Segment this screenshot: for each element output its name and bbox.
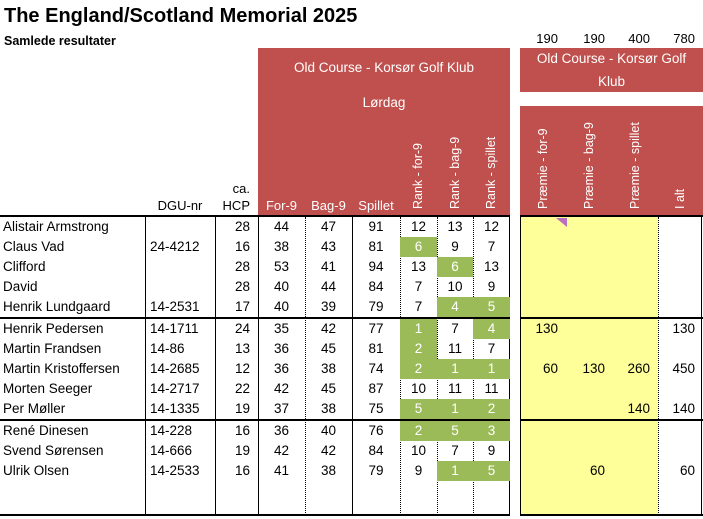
prize-spillet-cell[interactable]	[613, 217, 658, 237]
column-gap	[510, 297, 520, 317]
column-gap	[510, 399, 520, 419]
dgu-number-cell[interactable]: 14-2717	[150, 381, 200, 396]
table-row	[0, 359, 703, 379]
rank-for9-cell[interactable]: 6	[400, 237, 437, 257]
ialt-cell[interactable]: 450	[672, 361, 695, 376]
rank-bag9-cell[interactable]: 6	[437, 257, 473, 277]
rank-bag9-cell[interactable]: 1	[437, 399, 473, 419]
ialt-cell[interactable]	[658, 379, 703, 399]
rank-spillet-cell[interactable]: 5	[473, 461, 510, 481]
table-row	[0, 399, 703, 419]
prize-spillet-cell[interactable]	[613, 257, 658, 277]
hcp-cell[interactable]: 12	[234, 361, 250, 376]
prize-for9-cell[interactable]: 60	[542, 361, 558, 376]
rank-bag9-cell[interactable]: 5	[437, 421, 473, 441]
table-row	[0, 257, 703, 277]
dgu-number-cell[interactable]: 24-4212	[150, 239, 200, 254]
prize-for9-cell[interactable]	[520, 237, 566, 257]
spillet-score-cell[interactable]: 79	[368, 299, 384, 314]
table-border-line	[0, 215, 510, 217]
rank-for9-cell[interactable]: 5	[400, 399, 437, 419]
table-row	[0, 379, 703, 399]
rank-bag9-cell[interactable]: 4	[437, 297, 473, 317]
prize-pool-for9[interactable]: 190	[536, 31, 558, 46]
rank-bag9-cell[interactable]: 1	[437, 461, 473, 481]
rank-for9-cell[interactable]: 2	[400, 339, 437, 359]
spillet-score-cell[interactable]: 81	[368, 341, 384, 356]
rank-for9-cell[interactable]: 10	[410, 381, 427, 396]
rank-bag9-cell[interactable]: 11	[447, 381, 462, 396]
spillet-score-cell[interactable]: 77	[368, 321, 384, 336]
dgu-number-cell[interactable]: 14-228	[150, 423, 193, 438]
ialt-cell[interactable]	[658, 217, 703, 237]
col-header-hcp-ca[interactable]: ca.	[232, 181, 250, 196]
column-gap	[510, 461, 520, 481]
prize-for9-cell[interactable]	[520, 297, 566, 317]
spillet-score-cell[interactable]: 75	[368, 401, 384, 416]
col-header-hcp[interactable]: HCP	[222, 198, 250, 213]
player-name-cell[interactable]: Claus Vad	[3, 239, 65, 254]
prize-spillet-cell[interactable]	[613, 461, 658, 481]
prize-pool-bag9[interactable]: 190	[583, 31, 605, 46]
spillet-score-cell[interactable]: 87	[368, 381, 384, 396]
column-gap	[510, 277, 520, 297]
column-gap	[510, 217, 520, 237]
prize-for9-cell[interactable]	[520, 379, 566, 399]
player-name-cell[interactable]: Ulrik Olsen	[3, 463, 70, 478]
prize-for9-cell[interactable]	[520, 277, 566, 297]
rank-for9-cell[interactable]: 12	[410, 219, 427, 234]
rank-spillet-cell[interactable]: 1	[473, 359, 510, 379]
table-border-line	[520, 215, 703, 217]
column-gap	[510, 441, 520, 461]
table-row	[0, 441, 703, 461]
rank-bag9-cell[interactable]: 13	[447, 219, 463, 234]
col-header-rank-bag9[interactable]: Rank - bag-9	[448, 136, 462, 209]
prize-pool-total[interactable]: 780	[673, 31, 695, 46]
page-subtitle: Samlede resultater	[4, 34, 116, 48]
hcp-cell[interactable]: 17	[234, 299, 250, 314]
col-header-prize-for9[interactable]: Præmie - for-9	[536, 128, 550, 209]
rank-spillet-cell[interactable]: 2	[473, 399, 510, 419]
player-name-cell[interactable]: Clifford	[3, 259, 46, 274]
col-header-rank-for9[interactable]: Rank - for-9	[411, 143, 425, 209]
player-name-cell[interactable]: Svend Sørensen	[3, 443, 104, 458]
table-row	[0, 421, 703, 441]
hcp-cell[interactable]: 16	[234, 423, 250, 438]
ialt-cell[interactable]	[658, 441, 703, 461]
player-name-cell[interactable]: René Dinesen	[3, 423, 89, 438]
hcp-cell[interactable]: 13	[234, 341, 250, 356]
prize-for9-cell[interactable]	[520, 441, 566, 461]
comment-indicator-icon	[556, 218, 567, 227]
bag9-score-cell[interactable]: 42	[320, 321, 337, 336]
rank-spillet-cell[interactable]: 13	[483, 259, 500, 274]
bag9-score-cell[interactable]: 40	[320, 423, 337, 438]
bag9-score-cell[interactable]: 38	[320, 401, 337, 416]
prize-spillet-cell[interactable]	[613, 297, 658, 317]
rank-for9-cell[interactable]: 9	[414, 463, 423, 478]
bag9-score-cell[interactable]: 41	[320, 259, 337, 274]
table-row	[0, 217, 703, 237]
dgu-number-cell[interactable]: 14-2531	[150, 299, 200, 314]
column-gap	[510, 257, 520, 277]
table-row	[0, 339, 703, 359]
col-header-ialt[interactable]: I alt	[673, 188, 687, 209]
venue-day: Lørdag	[362, 95, 406, 110]
rank-for9-cell[interactable]: 2	[400, 359, 437, 379]
bag9-score-cell[interactable]: 45	[320, 381, 337, 396]
col-header-spillet[interactable]: Spillet	[358, 198, 394, 213]
dgu-number-cell[interactable]: 14-1711	[150, 321, 199, 336]
spillet-score-cell[interactable]: 74	[368, 361, 384, 376]
ialt-cell[interactable]	[658, 237, 703, 257]
column-gap	[510, 421, 520, 441]
prize-for9-cell[interactable]	[520, 257, 566, 277]
ialt-cell[interactable]	[658, 257, 703, 277]
prize-bag9-cell[interactable]	[566, 277, 613, 297]
rank-for9-cell[interactable]: 2	[400, 421, 437, 441]
player-name-cell[interactable]: Martin Frandsen	[3, 341, 102, 356]
dgu-number-cell[interactable]: 14-2685	[150, 361, 200, 376]
dgu-number-cell[interactable]: 14-86	[150, 341, 185, 356]
dgu-number-cell[interactable]	[145, 277, 215, 297]
table-row	[0, 461, 703, 481]
column-gap	[510, 339, 520, 359]
bag9-score-cell[interactable]: 38	[320, 361, 337, 376]
player-name-cell[interactable]: Henrik Lundgaard	[3, 299, 111, 314]
col-header-bag9[interactable]: Bag-9	[311, 198, 346, 213]
player-name-cell[interactable]: Morten Seeger	[3, 381, 93, 396]
bag9-score-cell[interactable]: 45	[320, 341, 337, 356]
dgu-number-cell[interactable]: 14-666	[150, 443, 193, 458]
table-row	[0, 237, 703, 257]
prize-bag9-cell[interactable]	[566, 237, 613, 257]
venue-name-right-line2: Klub	[597, 74, 626, 89]
spillet-score-cell[interactable]: 91	[368, 219, 384, 234]
player-name-cell[interactable]: David	[3, 279, 38, 294]
prize-bag9-cell[interactable]	[566, 441, 613, 461]
column-gap	[510, 359, 520, 379]
table-row	[0, 277, 703, 297]
for9-score-cell[interactable]: 42	[273, 381, 290, 396]
table-border-line	[0, 317, 510, 319]
rank-for9-cell[interactable]: 1	[400, 319, 437, 339]
rank-bag9-cell[interactable]: 10	[447, 279, 463, 294]
prize-for9-cell[interactable]	[520, 339, 566, 359]
prize-bag9-cell[interactable]	[566, 319, 613, 339]
prize-pool-row	[520, 31, 703, 47]
hcp-cell[interactable]: 19	[234, 401, 250, 416]
rank-spillet-cell[interactable]: 7	[487, 341, 496, 356]
rank-spillet-cell[interactable]: 11	[484, 381, 499, 396]
for9-score-cell[interactable]: 40	[273, 299, 290, 314]
dgu-number-cell[interactable]	[145, 257, 215, 277]
prize-bag9-cell[interactable]	[566, 379, 613, 399]
rank-spillet-cell[interactable]: 9	[487, 279, 496, 294]
prize-bag9-cell[interactable]	[566, 217, 613, 237]
hcp-cell[interactable]: 19	[234, 443, 250, 458]
rank-bag9-cell[interactable]: 9	[451, 239, 459, 254]
prize-spillet-cell[interactable]	[613, 319, 658, 339]
rank-for9-cell[interactable]: 7	[414, 299, 423, 314]
bag9-score-cell[interactable]: 38	[320, 463, 337, 478]
for9-score-cell[interactable]: 36	[273, 423, 290, 438]
spillet-score-cell[interactable]: 81	[368, 239, 384, 254]
bag9-score-cell[interactable]: 39	[320, 299, 337, 314]
prize-bag9-cell[interactable]	[566, 339, 613, 359]
ialt-cell[interactable]: 60	[679, 463, 695, 478]
rank-for9-cell[interactable]: 13	[410, 259, 427, 274]
dgu-number-cell[interactable]: 14-1335	[150, 401, 200, 416]
prize-bag9-cell[interactable]	[566, 297, 613, 317]
hcp-cell[interactable]: 16	[234, 239, 250, 254]
venue-name: Old Course - Korsør Golf Klub	[293, 60, 475, 75]
table-border-line	[520, 514, 703, 516]
player-name-cell[interactable]: Martin Kristoffersen	[3, 361, 120, 376]
table-border-line	[0, 514, 510, 516]
venue-name-right-line1: Old Course - Korsør Golf	[536, 51, 687, 66]
spillet-score-cell[interactable]: 84	[368, 279, 384, 294]
bag9-score-cell[interactable]: 43	[320, 239, 337, 254]
col-header-dgu[interactable]: DGU-nr	[157, 198, 203, 213]
rank-spillet-cell[interactable]: 7	[487, 239, 496, 254]
hcp-cell[interactable]: 22	[234, 381, 250, 396]
rank-spillet-cell[interactable]: 5	[473, 297, 510, 317]
prize-for9-cell[interactable]	[520, 461, 566, 481]
rank-bag9-cell[interactable]: 7	[451, 443, 459, 458]
table-border-line	[520, 317, 703, 319]
hcp-cell[interactable]: 28	[234, 279, 250, 294]
dgu-number-cell[interactable]	[145, 217, 215, 237]
table-row	[0, 297, 703, 317]
spillet-score-cell[interactable]: 79	[368, 463, 384, 478]
prize-spillet-cell[interactable]: 140	[627, 401, 650, 416]
col-header-prize-bag9[interactable]: Præmie - bag-9	[582, 122, 596, 209]
prize-spillet-cell[interactable]	[613, 237, 658, 257]
hcp-cell[interactable]: 28	[234, 219, 250, 234]
dgu-number-cell[interactable]: 14-2533	[150, 463, 200, 478]
for9-score-cell[interactable]: 42	[273, 443, 290, 458]
rank-bag9-cell[interactable]: 11	[447, 341, 462, 356]
prize-bag9-cell[interactable]	[566, 399, 613, 419]
ialt-cell[interactable]: 140	[672, 401, 695, 416]
col-header-rank-spillet[interactable]: Rank - spillet	[484, 136, 498, 209]
hcp-cell[interactable]: 28	[234, 259, 250, 274]
column-gap	[510, 237, 520, 257]
ialt-cell[interactable]	[658, 297, 703, 317]
player-name-cell[interactable]: Per Møller	[3, 401, 66, 416]
prize-spillet-cell[interactable]	[613, 421, 658, 441]
prize-for9-cell[interactable]	[520, 421, 566, 441]
prize-spillet-cell[interactable]	[613, 339, 658, 359]
ialt-cell[interactable]	[658, 339, 703, 359]
col-header-for9[interactable]: For-9	[265, 198, 298, 213]
hcp-cell[interactable]: 16	[234, 463, 250, 478]
hcp-cell[interactable]: 24	[234, 321, 250, 336]
player-name-cell[interactable]: Alistair Armstrong	[3, 219, 109, 234]
col-header-prize-spillet[interactable]: Præmie - spillet	[628, 122, 642, 209]
prize-spillet-cell[interactable]	[613, 379, 658, 399]
page-title: The England/Scotland Memorial 2025	[4, 5, 358, 27]
prize-spillet-cell[interactable]: 260	[627, 361, 650, 376]
column-gap	[510, 319, 520, 339]
rank-bag9-cell[interactable]: 7	[451, 321, 459, 336]
prize-bag9-cell[interactable]	[566, 257, 613, 277]
rank-spillet-cell[interactable]: 12	[483, 219, 500, 234]
rank-for9-cell[interactable]: 7	[414, 279, 423, 294]
prize-bag9-cell[interactable]: 60	[589, 463, 605, 478]
rank-bag9-cell[interactable]: 1	[437, 359, 473, 379]
player-name-cell[interactable]: Henrik Pedersen	[3, 321, 104, 336]
rank-spillet-cell[interactable]: 4	[473, 319, 510, 339]
prize-pool-spillet[interactable]: 400	[628, 31, 650, 46]
for9-score-cell[interactable]: 40	[273, 279, 290, 294]
prize-for9-cell[interactable]	[520, 399, 566, 419]
rank-spillet-cell[interactable]: 3	[473, 421, 510, 441]
spillet-score-cell[interactable]: 94	[368, 259, 384, 274]
for9-score-cell[interactable]: 37	[273, 401, 290, 416]
bag9-score-cell[interactable]: 42	[320, 443, 337, 458]
table-border-line	[0, 419, 510, 421]
rank-for9-cell[interactable]: 10	[410, 443, 427, 458]
ialt-cell[interactable]: 130	[672, 321, 695, 336]
for9-score-cell[interactable]: 35	[273, 321, 290, 336]
prize-spillet-cell[interactable]	[613, 441, 658, 461]
for9-score-cell[interactable]: 44	[273, 219, 290, 234]
prize-bag9-cell[interactable]	[566, 421, 613, 441]
table-row	[0, 319, 703, 339]
rank-spillet-cell[interactable]: 9	[487, 443, 496, 458]
spillet-score-cell[interactable]: 84	[368, 443, 384, 458]
for9-score-cell[interactable]: 36	[273, 361, 290, 376]
prize-bag9-cell[interactable]: 130	[582, 361, 605, 376]
for9-score-cell[interactable]: 38	[273, 239, 290, 254]
prize-spillet-cell[interactable]	[613, 277, 658, 297]
table-border-line	[520, 419, 703, 421]
ialt-cell[interactable]	[658, 277, 703, 297]
bag9-score-cell[interactable]: 44	[320, 279, 337, 294]
for9-score-cell[interactable]: 41	[273, 463, 290, 478]
for9-score-cell[interactable]: 36	[273, 341, 290, 356]
bag9-score-cell[interactable]: 47	[320, 219, 337, 234]
prize-for9-cell[interactable]: 130	[535, 321, 558, 336]
ialt-cell[interactable]	[658, 421, 703, 441]
column-gap	[510, 379, 520, 399]
spillet-score-cell[interactable]: 76	[368, 423, 384, 438]
for9-score-cell[interactable]: 53	[273, 259, 290, 274]
